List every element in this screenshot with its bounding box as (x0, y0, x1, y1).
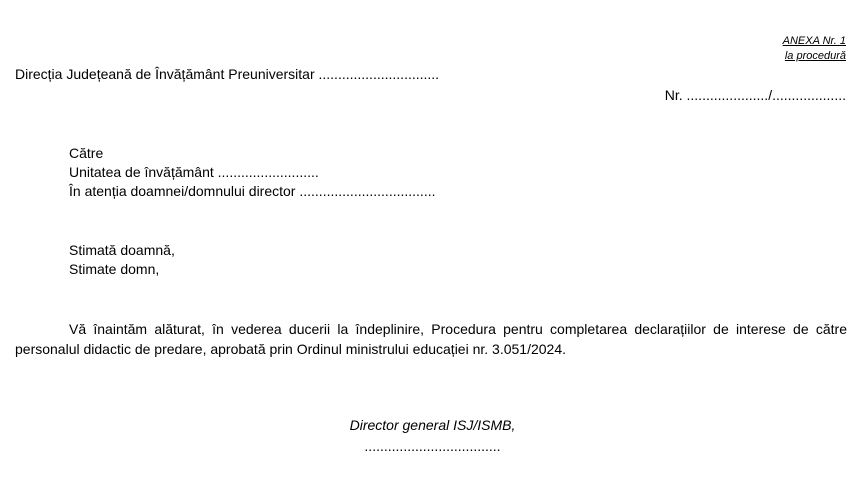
annex-procedure-label: la procedură (784, 50, 846, 62)
registration-number: Nr. ...................../................... (664, 87, 846, 103)
salutation-female: Stimată doamnă, (69, 242, 175, 258)
signature-title: Director general ISJ/ISMB, (349, 417, 516, 433)
body-line-2: personalul didactic de predare, aprobată prin Ordinul ministrului educației nr. 3.051/2024. (15, 341, 567, 357)
salutation-male: Stimate domn, (69, 261, 160, 277)
addressee-attention: În atenția doamnei/domnului director ................................... (69, 183, 436, 199)
body-line-1: Vă înaintăm alăturat, în vederea ducerii la îndeplinire, Procedura pentru completarea declarațiilor de interese de către (69, 321, 847, 337)
addressee-to: Către (69, 145, 104, 161)
directorate-line: Direcția Județeană de Învățământ Preuniversitar ............................... (15, 66, 440, 82)
annex-number: ANEXA Nr. 1 (782, 35, 846, 47)
body-paragraph (15, 319, 847, 359)
addressee-unit: Unitatea de învățământ .......................... (69, 164, 319, 180)
signature-line: ................................... (364, 438, 501, 454)
